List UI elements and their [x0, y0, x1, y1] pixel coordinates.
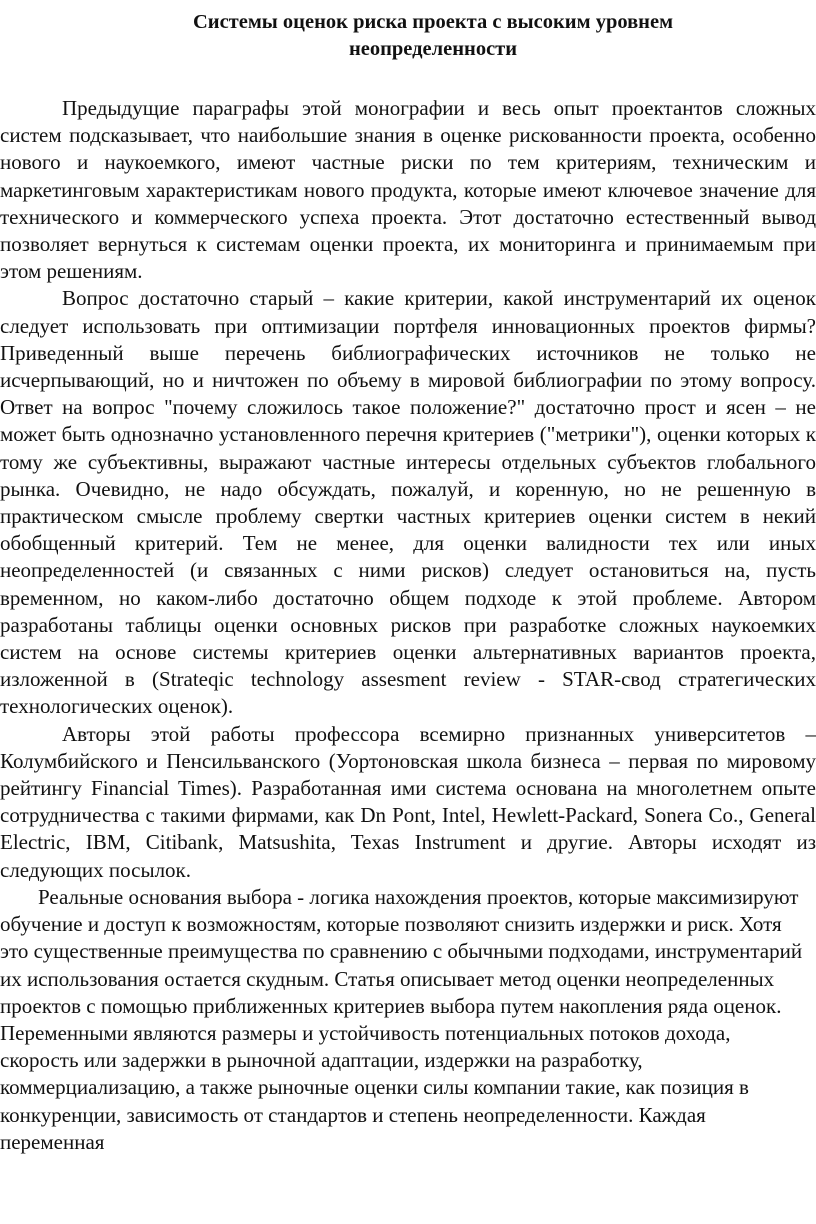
title-line-1: Системы оценок риска проекта с высоким уровнем	[192, 11, 674, 33]
paragraph-4: Реальные основания выбора - логика нахождения проектов, которые максимизируют обучение и доступ к возможностям, которые позволяют снизить издержки и риск. Хотя это существенные преимущества по сравнению с обычными подходами, инструментарий их использования остается скудным. Статья описывает метод оценки неопределенных проектов с помощью приближенных критериев выбора путем накопления ряда оценок. Переменными являются размеры и устойчивость потенциальных потоков дохода, скорость или задержки в рыночной адаптации, издержки на разработку, коммерциализацию, а также рыночные оценки силы компании такие, как позиция в конкуренции, зависимость от стандартов и степень неопределенности. Каждая переменная	[0, 884, 803, 1154]
paragraph-2: Вопрос достаточно старый – какие критерии, какой инструментарий их оценок следует использовать при оптимизации портфеля инновационных проектов фирмы? Приведенный выше перечень библиографических источников не только не исчерпывающий, но и ничтожен по объему в мировой библиографии по этому вопросу. Ответ на вопрос "почему сложилось такое положение?" достаточно прост и ясен – не может быть однозначно установленного перечня критериев ("метрики"), оценки которых к тому же субъективны, выражают частные интересы отдельных субъектов глобального рынка. Очевидно, не надо обсуждать, пожалуй, и коренную, но не решенную в практическом смысле проблему свертки частных критериев оценки систем в некий обобщенный критерий. Тем не менее, для оценки валидности тех или иных неопределенностей (и связанных с ними рисков) следует остановиться на, пусть временном, но каком-либо достаточно общем подходе к этой проблеме. Автором разработаны таблицы оценки основных рисков при разработке сложных наукоемких систем на основе системы критериев оценки альтернативных вариантов проекта, изложенной в (Strateqic technology assesment review - STAR-свод стратегических технологических оценок).	[0, 286, 816, 719]
paragraph-1: Предыдущие параграфы этой монографии и весь опыт проектантов сложных систем подсказывает, что наибольшие знания в оценке рискованности проекта, особенно нового и наукоемкого, имеют частные риски по тем критериям, техническим и маркетинговым характеристикам нового продукта, которые имеют ключевое значение для технического и коммерческого успеха проекта. Этот достаточно естественный вывод позволяет вернуться к системам оценки проекта, их мониторинга и принимаемым при этом решениям.	[0, 96, 816, 284]
document-title	[0, 9, 816, 63]
document-body	[0, 95, 816, 1156]
paragraph-3: Авторы этой работы профессора всемирно признанных университетов – Колумбийского и Пенсильванского (Уортоновская школа бизнеса – первая по мировому рейтингу Financial Times). Разработанная ими система основана на многолетнем опыте сотрудничества с такими фирмами, как Dn Pont, Intel, Hewlett-Packard, Sonera Co., General Electric, IBM, Citibank, Matsushita, Texas Instrument и другие. Авторы исходят из следующих посылок.	[0, 721, 816, 882]
title-line-2: неопределенности	[348, 38, 518, 60]
